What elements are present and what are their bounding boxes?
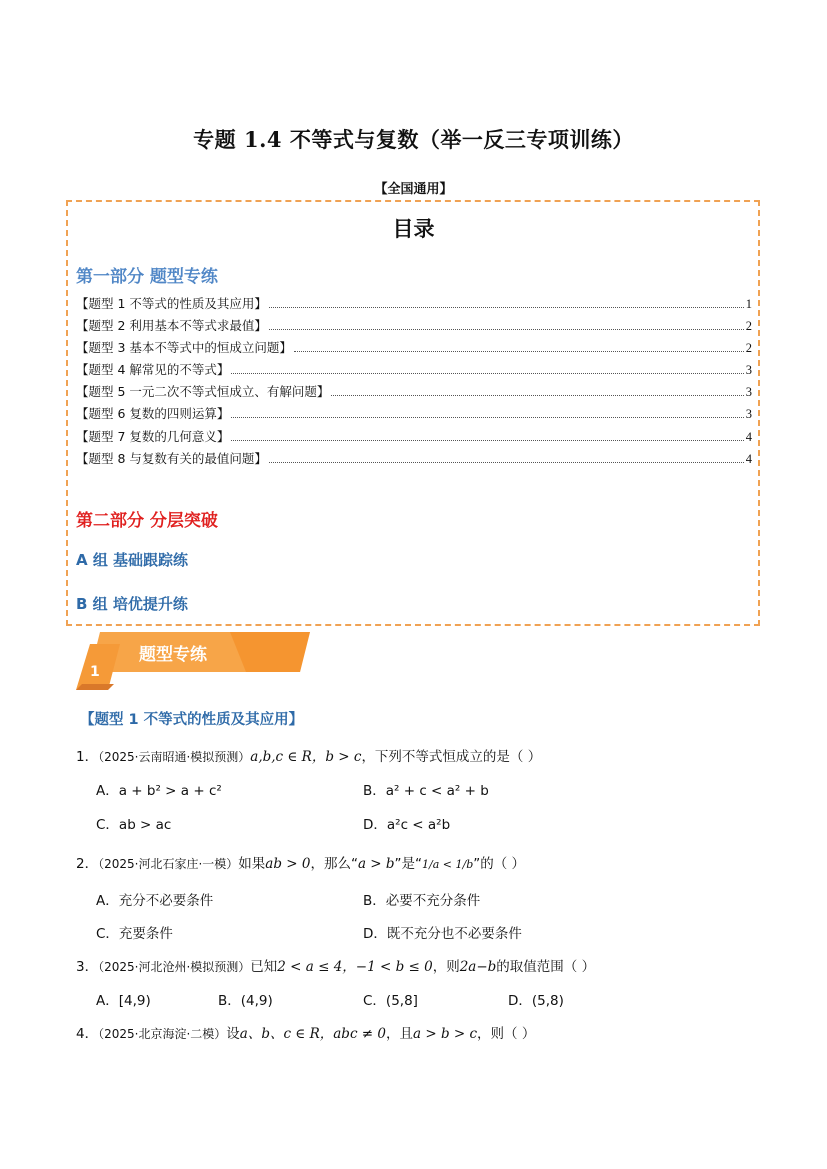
option-b[interactable]: B．必要不充分条件 (363, 893, 481, 909)
toc-item-page: 2 (745, 341, 752, 356)
toc-item-page: 4 (745, 451, 752, 466)
toc-leader (231, 373, 743, 374)
option-d[interactable]: D．(5,8) (508, 993, 564, 1009)
question-text: ，下列不等式恒成立的是（ ） (361, 749, 542, 765)
question-source: （2025·云南昭通·模拟预测） (98, 750, 251, 764)
option-a[interactable]: A．a + b² > a + c² (96, 783, 222, 799)
question-1 (76, 745, 541, 765)
toc-item-page: 3 (745, 363, 752, 378)
toc-item-label: 【题型 4 解常见的不等式】 (76, 362, 230, 378)
toc-part2: 第二部分 分层突破 (76, 511, 218, 531)
question-number: 2． (76, 856, 99, 872)
toc-item-page: 2 (745, 319, 752, 334)
question-text: 设 (226, 1026, 240, 1042)
question-math: ab > 0 (265, 856, 311, 872)
question-text: ”的（ ） (473, 856, 526, 872)
question-number: 3． (76, 959, 99, 975)
page-subtitle: 【全国通用】 (374, 182, 453, 197)
option-c[interactable]: C．ab > ac (96, 817, 172, 833)
toc-item[interactable] (76, 294, 752, 316)
option-c[interactable]: C．充要条件 (96, 926, 173, 942)
toc-item-label: 【题型 5 一元二次不等式恒成立、有解问题】 (76, 384, 330, 400)
question-math: 2a−b (459, 959, 497, 975)
banner-tab-shadow (76, 684, 114, 690)
question-text: 如果 (238, 856, 266, 872)
option-c[interactable]: C．(5,8] (363, 993, 418, 1009)
question-4 (76, 1022, 535, 1042)
toc-group-a[interactable]: A 组 基础跟踪练 (76, 551, 189, 569)
toc-item[interactable] (76, 449, 752, 471)
toc-leader (269, 462, 744, 463)
toc-item[interactable] (76, 427, 752, 449)
question-math: a > b > c (413, 1026, 478, 1042)
toc-item-page: 4 (745, 429, 752, 444)
question-3 (76, 955, 595, 975)
banner-label: 题型专练 (139, 645, 207, 665)
question-2 (76, 852, 525, 872)
toc-item-page: 3 (745, 385, 752, 400)
toc-group-b[interactable]: B 组 培优提升练 (76, 595, 188, 613)
toc-leader (231, 417, 743, 418)
question-math: a > b (357, 856, 395, 872)
toc-leader (231, 440, 743, 441)
option-b[interactable]: B．(4,9) (218, 993, 273, 1009)
question-text: 已知 (250, 959, 278, 975)
option-a[interactable]: A．[4,9) (96, 993, 151, 1009)
toc-item[interactable] (76, 360, 752, 382)
question-source: （2025·河北石家庄·一模） (98, 857, 239, 871)
question-text: ，则 (432, 959, 460, 975)
toc-leader (269, 307, 744, 308)
question-source: （2025·北京海淀·二模） (98, 1027, 227, 1041)
toc-leader (269, 329, 744, 330)
toc-item-page: 3 (745, 407, 752, 422)
option-a[interactable]: A．充分不必要条件 (96, 893, 214, 909)
toc-item[interactable] (76, 316, 752, 338)
toc-item-label: 【题型 2 利用基本不等式求最值】 (76, 318, 267, 334)
option-d[interactable]: D．a²c < a²b (363, 817, 451, 833)
question-math: a、b、c ∈ R，abc ≠ 0 (239, 1026, 386, 1042)
toc-list (76, 294, 752, 471)
option-d[interactable]: D．既不充分也不必要条件 (363, 926, 522, 942)
toc-item-label: 【题型 1 不等式的性质及其应用】 (76, 296, 267, 311)
question-math: 1/a < 1/b (422, 858, 474, 871)
toc-item[interactable] (76, 382, 752, 404)
question-source: （2025·河北沧州·模拟预测） (98, 960, 251, 974)
page-title: 专题 1.4 不等式与复数（举一反三专项训练） (193, 127, 634, 152)
toc-heading: 目录 (392, 217, 435, 241)
toc-item-label: 【题型 7 复数的几何意义】 (76, 428, 230, 444)
question-math: 2 < a ≤ 4，−1 < b ≤ 0 (277, 959, 433, 975)
question-number: 1． (76, 749, 99, 765)
question-text: ，且 (386, 1026, 413, 1042)
question-text: ”是“ (394, 856, 423, 872)
toc-item-page: 1 (745, 297, 752, 311)
toc-item[interactable] (76, 404, 752, 426)
question-text: ，那么“ (310, 856, 358, 872)
toc-leader (331, 395, 743, 396)
question-text: 的取值范围（ ） (496, 959, 596, 975)
question-math: a,b,c ∈ R，b > c (250, 749, 362, 765)
toc-item-label: 【题型 6 复数的四则运算】 (76, 406, 230, 422)
toc-item[interactable] (76, 338, 752, 360)
option-b[interactable]: B．a² + c < a² + b (363, 783, 489, 799)
toc-part1: 第一部分 题型专练 (76, 267, 218, 287)
toc-item-label: 【题型 8 与复数有关的最值问题】 (76, 450, 267, 466)
section-title: 【题型 1 不等式的性质及其应用】 (80, 712, 304, 728)
toc-leader (294, 351, 744, 352)
question-number: 4． (76, 1026, 99, 1042)
question-text: ，则（ ） (477, 1026, 536, 1042)
banner-number: 1 (90, 664, 100, 680)
toc-item-label: 【题型 3 基本不等式中的恒成立问题】 (76, 340, 292, 356)
